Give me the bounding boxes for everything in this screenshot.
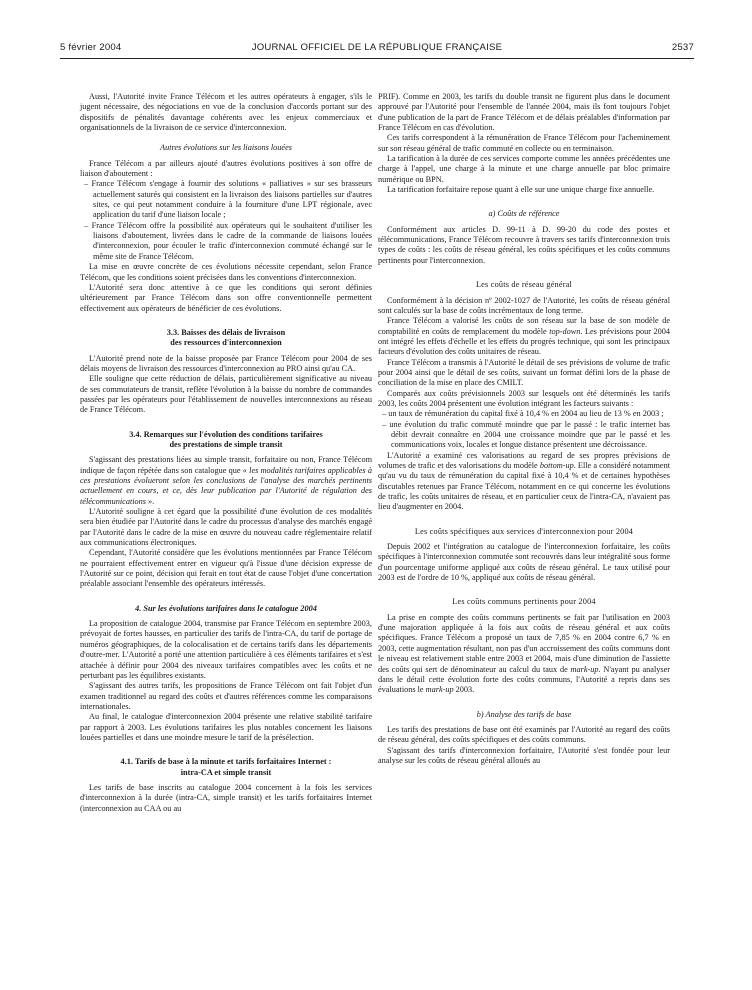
- paragraph: France Télécom a valorisé les coûts de son réseau sur la base de son modèle de comptabilité en coûts de remplacement du modèle top-down. Les prévisions pour 2004 ont intégré les effets d'échelle et les effets du progrès technique, qui sont les principaux facteurs d'évolution des coûts unitaires de réseau.: [378, 316, 671, 357]
- subheading-couts-reference: a) Coûts de référence: [488, 209, 560, 219]
- list-item: – un taux de rémunération du capital fixé à 10,4 % en 2004 au lieu de 13 % en 2003 ;: [382, 409, 664, 419]
- header-journal-title: JOURNAL OFFICIEL DE LA RÉPUBLIQUE FRANÇAISE: [251, 42, 503, 53]
- paragraph: Les tarifs des prestations de base ont été examinés par l'Autorité au regard des coûts de réseau général, des coûts spécifiques et des coûts communs.: [378, 724, 670, 745]
- paragraph: La proposition de catalogue 2004, transmise par France Télécom en septembre 2003, prévoyait de fortes hausses, en particulier des tarifs de l'intra-CA, du tarif de portage de numéros géographiques, de la colocalisation et de certains tarifs dans les départements d'outre-mer. L'Autorité a porté une attention particulière à ces éléments tarifaires et s'est attachée à définir pour 2004 des niveaux tarifaires compatibles avec les coûts et ne perturbant pas les équilibres existants.: [80, 619, 372, 680]
- paragraph: La prise en compte des coûts communs pertinents se fait par l'utilisation en 2003 d'une majoration appliquée à la fois aux coûts de réseau général et aux coûts spécifiques. France Télécom a proposé un taux de 7,85 % en 2004 contre 6,7 % en 2003, cette augmentation résultant, non pas d'un accroissement des coûts communs dont le niveau est relativement stable entre 2003 et 2004, mais d'une diminution de l'assiette des coûts qui sert de dénominateur au calcul du taux de mark-up. N'ayant pu analyser dans le détail cette évolution forte des coûts communs, l'Autorité a repris dans ses évaluations le mark-up 2003.: [378, 612, 671, 695]
- right-column: [378, 92, 670, 766]
- paragraph: Elle souligne que cette réduction de délais, particulièrement significative au niveau de ses commutateurs de transit, reflète l'évolution à la baisse du nombre de commandes passées par les opérateurs pour l'établissement de nouvelles interconnexions au réseau de France Télécom.: [80, 374, 372, 415]
- paragraph: Aussi, l'Autorité invite France Télécom et les autres opérateurs à engager, s'ils le jugent nécessaire, des négociations en vue de la conclusion d'accords portant sur des dispositifs de pénalités davantage cohérents avec les enjeux commerciaux et organisationnels de la livraison de ce service d'interconnexion.: [80, 92, 372, 133]
- section-heading-3-4-line2: des prestations de simple transit: [169, 439, 283, 449]
- paragraph: Comparés aux coûts prévisionnels 2003 sur lesquels ont été déterminés les tarifs 2003, les coûts 2004 présentent une évolution intégrant les facteurs suivants :: [378, 388, 670, 408]
- paragraph: L'Autorité prend note de la baisse proposée par France Télécom pour 2004 de ses délais moyens de livraison des ressources d'interconnexion au PRO ainsi qu'au CA.: [80, 353, 372, 373]
- section-heading-3-3-line2: des ressources d'interconnexion: [170, 338, 282, 348]
- section-heading-4-1-line2: intra-CA et simple transit: [180, 767, 272, 777]
- header-rule: [60, 58, 694, 59]
- paragraph: France Télécom a par ailleurs ajouté d'autres évolutions positives à son offre de liaison d'aboutement :: [80, 158, 372, 179]
- list-item: – une évolution du trafic commuté moindre que par le passé : le trafic internet bas débit devrait connaître en 2004 une croissance moindre que par le passé et les communications voix, locales et longue distance présentent une décroissance.: [382, 419, 670, 450]
- paragraph: S'agissant des tarifs d'interconnexion forfaitaire, l'Autorité s'est fondée pour leur analyse sur les coûts de réseau général alloués au: [378, 745, 670, 765]
- paragraph: L'Autorité souligne à cet égard que la possibilité d'une évolution de ces modalités sera bien étudiée par l'Autorité dans le cadre du processus d'analyse des marchés engagé par l'Autorité dans le cadre de la mise en œuvre du nouveau cadre réglementaire relatif aux communications électroniques.: [80, 507, 372, 548]
- paragraph: Cependant, l'Autorité considère que les évolutions mentionnées par France Télécom ne pourraient effectivement entrer en vigueur qu'à l'issue d'une décision expresse de l'Autorité sur ce point, décision qui ferait en tout état de cause l'objet d'une concertation préalable associant l'ensemble des opérateurs intéressés.: [80, 548, 372, 589]
- paragraph: La mise en œuvre concrète de ces évolutions nécessite cependant, selon France Télécom, que les conditions soient précisées dans les conventions d'interconnexion.: [80, 262, 372, 282]
- page-header: [60, 42, 694, 58]
- subheading-reseau-general: Les coûts de réseau général: [475, 280, 573, 290]
- paragraph: Au final, le catalogue d'interconnexion 2004 présente une relative stabilité tarifaire par rapport à 2003. Les évolutions tarifaires les plus notables concernent les liaisons louées partielles et dans une moindre mesure le tarif de la présélection.: [80, 712, 372, 742]
- paragraph: S'agissant des autres tarifs, les propositions de France Télécom ont fait l'objet d'un examen traditionnel au regard des coûts et d'autres références comme les comparaisons internationales.: [80, 681, 372, 711]
- section-heading-4: 4. Sur les évolutions tarifaires dans le catalogue 2004: [135, 603, 317, 613]
- section-heading-3-4: 3.4. Remarques sur l'évolution des conditions tarifaires: [129, 429, 323, 439]
- paragraph: Depuis 2002 et l'intégration au catalogue de l'interconnexion forfaitaire, les coûts spécifiques à l'interconnexion commutée sont recouvrés dans leur intégralité sous forme d'un pourcentage uniforme appliqué aux coûts de réseau général. Le taux utilisé pour 2003 est de l'ordre de 10 %, appliqué aux coûts de réseau général.: [378, 542, 670, 583]
- subheading-analyse-tarifs: b) Analyse des tarifs de base: [476, 709, 572, 719]
- list-item: – France Télécom offre la possibilité aux opérateurs qui le souhaitent d'utiliser les liaisons d'aboutement, livrées dans le cadre de la commande de liaisons louées d'interconnexion, pour écouler le trafic d'interconnexion commuté échangé sur le même site de France Télécom.: [84, 220, 372, 261]
- subheading-couts-communs: Les coûts communs pertinents pour 2004: [452, 597, 596, 607]
- paragraph: France Télécom a transmis à l'Autorité le détail de ses prévisions de volume de trafic pour 2004 ainsi que le détail de ses coûts, suivant un format défini lors de la phase de conciliation de la mise en place des CMILT.: [378, 357, 670, 388]
- paragraph: L'Autorité sera donc attentive à ce que les conditions qui seront définies ultérieurement par France Télécom dans son offre conventionnelle permettent effectivement aux opérateurs de bénéficier de ces évolutions.: [80, 282, 372, 313]
- subheading-couts-specifiques: Les coûts spécifiques aux services d'interconnexion pour 2004: [414, 526, 634, 536]
- paragraph: Ces tarifs correspondent à la rémunération de France Télécom pour l'acheminement sur son réseau général de trafic commuté en collecte ou en terminaison.: [378, 133, 670, 153]
- header-date: 5 février 2004: [60, 42, 122, 53]
- section-heading-4-1: 4.1. Tarifs de base à la minute et tarifs forfaitaires Internet :: [120, 757, 332, 767]
- subheading-autres-evolutions: Autres évolutions sur les liaisons louées: [160, 143, 292, 153]
- paragraph: L'Autorité a examiné ces valorisations au regard de ses propres prévisions de volumes de trafic et des valorisations du modèle bottom-up. Elle a considéré notamment qu'au vu du taux de rémunération du capital fixé à 10,4 % et de certaines hypothèses discutables retenues par France Télécom, notamment en ce qui concerne les évolutions de trafic, les coûts unitaires de réseau, et en particulier ceux de l'intra-CA, n'avaient pas lieu d'augmenter en 2004.: [378, 450, 670, 512]
- paragraph: La tarification forfaitaire repose quant à elle sur une unique charge fixe annuelle.: [387, 185, 655, 195]
- paragraph: Conformément aux articles D. 99-11 à D. 99-20 du code des postes et télécommunications, France Télécom recouvre à travers ses tarifs d'interconnexion trois types de coûts : les coûts de réseau général, les coûts spécifiques et les coûts communs pertinents pour l'interconnexion.: [378, 224, 670, 265]
- paragraph: Conformément à la décision nº 2002-1027 de l'Autorité, les coûts de réseau général sont calculés sur la base de coûts incrémentaux de long terme.: [378, 295, 670, 315]
- paragraph: S'agissant des prestations liées au simple transit, forfaitaire ou non, France Télécom indique de façon répétée dans son catalogue que « les modalités tarifaires applicables à ces prestations évolueront selon les conclusions de l'analyse des marchés pertinents actuellement en cours, et ce, dès leur publication par l'Autorité de régulation des télécommunications ».: [80, 455, 372, 506]
- left-column: [80, 92, 372, 814]
- paragraph: La tarification à la durée de ces services comporte comme les années précédentes une charge à l'appel, une charge à la minute et une charge annuelle par bloc primaire numérique ou BPN.: [378, 154, 670, 184]
- paragraph: PRIF). Comme en 2003, les tarifs du double transit ne figurent plus dans le document approuvé par l'Autorité pour l'ensemble de l'année 2004, mais ils font toujours l'objet d'une publication de la part de France Télécom et de délais préalables d'information par France Télécom en cas d'évolution.: [378, 92, 670, 133]
- header-page-number: 2537: [671, 42, 694, 53]
- section-heading-3-3: 3.3. Baisses des délais de livraison: [166, 327, 286, 337]
- list-item: – France Télécom s'engage à fournir des solutions « palliatives » sur ses brasseurs actuellement saturés qui consistent en la livraison des liaisons partielles sur d'autres sites, ce qui peut notamment conduire à la fourniture d'une LPT régionale, avec application du tarif d'une liaison locale ;: [84, 179, 372, 220]
- paragraph: Les tarifs de base inscrits au catalogue 2004 concernent à la fois les services d'interconnexion à la durée (intra-CA, simple transit) et les tarifs forfaitaires Internet (interconnexion au CAA ou au: [80, 782, 372, 813]
